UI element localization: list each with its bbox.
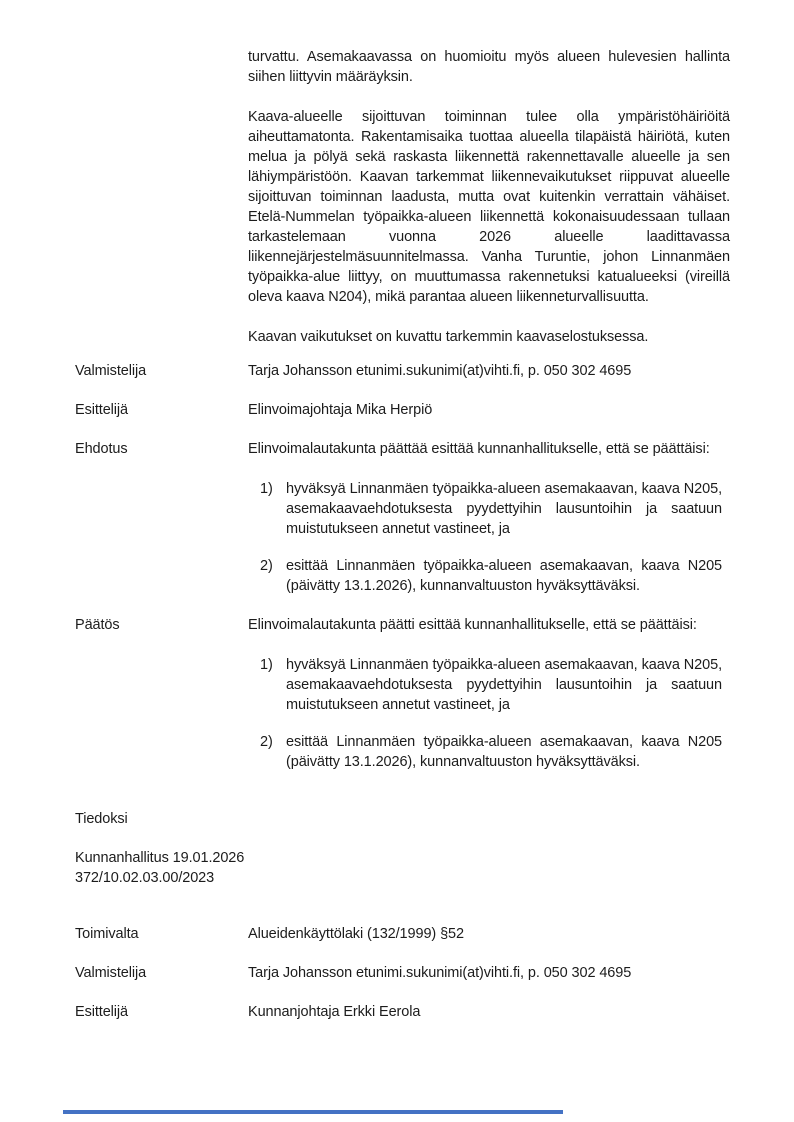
list-text: hyväksyä Linnanmäen työpaikka-alueen asemakaavan, kaava N205, asemakaavaehdotuksesta pyydettyihin lausuntoihin ja saatuun muistutukseen annetut vastineet, ja xyxy=(286,657,722,713)
field-row-valmistelija-2 xyxy=(75,963,794,983)
field-label: Valmistelija xyxy=(75,965,147,981)
tiedoksi-label: Tiedoksi xyxy=(75,811,128,827)
field-label: Päätös xyxy=(75,617,120,633)
field-label: Toimivalta xyxy=(75,926,139,942)
field-label: Ehdotus xyxy=(75,441,128,457)
field-row-esittelija xyxy=(75,400,794,420)
field-value: Elinvoimalautakunta päätti esittää kunnanhallitukselle, että se päättäisi: xyxy=(248,617,697,633)
ehdotus-list-item xyxy=(260,479,722,539)
list-text: esittää Linnanmäen työpaikka-alueen asemakaavan, kaava N205 (päivätty 13.1.2026), kunnanvaltuuston hyväksyttäväksi. xyxy=(286,558,722,594)
field-label: Esittelijä xyxy=(75,1004,128,1020)
body-paragraph: Kaavan vaikutukset on kuvattu tarkemmin kaavaselostuksessa. xyxy=(248,329,649,345)
tiedoksi-lines xyxy=(75,848,794,888)
paatos-list-item xyxy=(260,732,722,772)
field-value: Kunnanjohtaja Erkki Eerola xyxy=(248,1004,421,1020)
tiedoksi-line: 372/10.02.03.00/2023 xyxy=(75,870,215,886)
field-row-paatos xyxy=(75,615,794,635)
paatos-list-item xyxy=(260,655,722,715)
list-text: hyväksyä Linnanmäen työpaikka-alueen asemakaavan, kaava N205, asemakaavaehdotuksesta pyydettyihin lausuntoihin ja saatuun muistutukseen annetut vastineet, ja xyxy=(286,481,722,537)
field-row-esittelija-2 xyxy=(75,1002,794,1022)
field-value: Alueidenkäyttölaki (132/1999) §52 xyxy=(248,926,464,942)
field-row-valmistelija xyxy=(75,361,794,381)
list-number: 1) xyxy=(260,657,273,673)
field-label: Esittelijä xyxy=(75,402,128,418)
divider-line xyxy=(63,1110,563,1114)
field-value: Elinvoimajohtaja Mika Herpiö xyxy=(248,402,433,418)
body-paragraph: turvattu. Asemakaavassa on huomioitu myös alueen hulevesien hallinta siihen liittyvin määräyksin. xyxy=(248,49,730,85)
list-number: 2) xyxy=(260,558,273,574)
body-paragraph: Kaava-alueelle sijoittuvan toiminnan tulee olla ympäristöhäiriöitä aiheuttamatonta. Rakentamisaika tuottaa alueella tilapäistä häiriötä, kuten melua ja pölyä sekä raskasta liikennettä rakennettavalle alueelle ja sen lähiympäristöön. Kaavan tarkemmat liikennevaikutukset riippuvat alueelle sijoittuvan toiminnan laadusta, mutta ovat kuitenkin verrattain vähäiset. Etelä-Nummelan työpaikka-alueen liikennettä kokonaisuudessaan tullaan tarkastelemaan vuonna 2026 alueelle laadittavassa liikennejärjestelmäsuunnitelmassa. Vanha Turuntie, johon Linnanmäen työpaikka-alue liittyy, on muuttumassa rakennetuksi katualueeksi (vireillä oleva kaava N204), mikä parantaa alueen liikenneturvallisuutta. xyxy=(248,109,730,305)
list-number: 1) xyxy=(260,481,273,497)
field-value: Tarja Johansson etunimi.sukunimi(at)vihti.fi, p. 050 302 4695 xyxy=(248,363,632,379)
field-row-ehdotus xyxy=(75,439,794,459)
list-text: esittää Linnanmäen työpaikka-alueen asemakaavan, kaava N205 (päivätty 13.1.2026), kunnanvaltuuston hyväksyttäväksi. xyxy=(286,734,722,770)
tiedoksi-line: Kunnanhallitus 19.01.2026 xyxy=(75,850,245,866)
ehdotus-list-item xyxy=(260,556,722,596)
list-number: 2) xyxy=(260,734,273,750)
field-label: Valmistelija xyxy=(75,363,147,379)
field-value: Tarja Johansson etunimi.sukunimi(at)vihti.fi, p. 050 302 4695 xyxy=(248,965,632,981)
field-row-toimivalta xyxy=(75,924,794,944)
field-value: Elinvoimalautakunta päättää esittää kunnanhallitukselle, että se päättäisi: xyxy=(248,441,710,457)
